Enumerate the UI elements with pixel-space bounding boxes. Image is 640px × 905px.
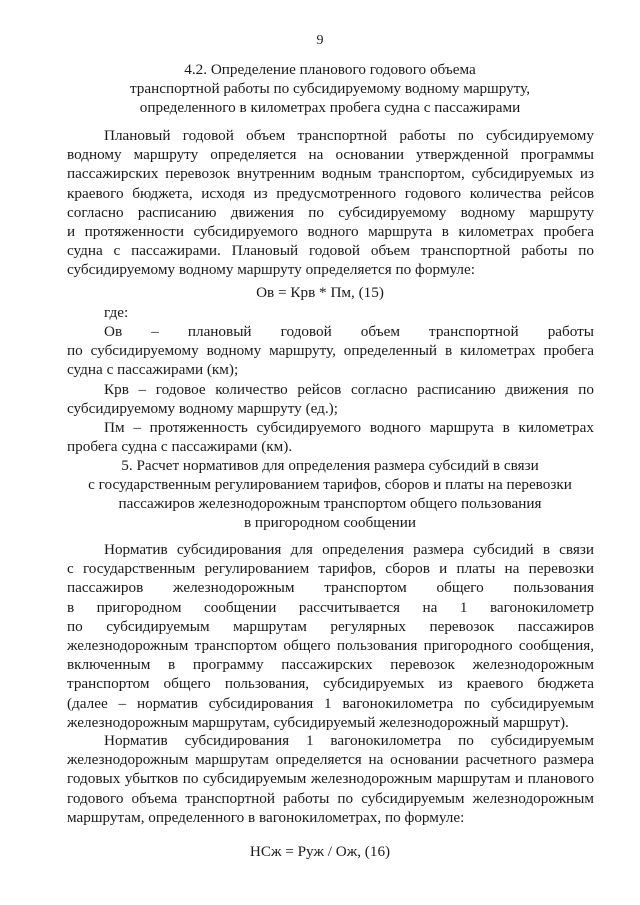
paragraph-line: годового объема транспортной работы по субсидируемым железнодорожным	[67, 789, 594, 807]
heading-line: пассажиров железнодорожным транспортом общего пользования	[118, 495, 542, 512]
paragraph-line: согласно расписанию движения по субсидируемому водному маршруту	[67, 203, 594, 221]
heading-line: транспортной работы по субсидируемому водному маршруту,	[129, 80, 531, 97]
paragraph-line: транспортом общего пользования, субсидируемых из краевого бюджета	[67, 675, 594, 693]
heading-line: с государственным регулированием тарифов, сборов и платы на перевозки	[88, 476, 572, 493]
paragraph-line: Норматив субсидирования для определения размера субсидий в связи	[104, 541, 594, 558]
definition-line: субсидируемому водному маршруту (ед.);	[67, 399, 338, 417]
paragraph-line: пассажирских перевозок внутренним водным транспортом, субсидируемых из	[67, 165, 594, 183]
paragraph-line: Плановый годовой объем транспортной работы по субсидируемому	[104, 127, 594, 144]
definition-word: Ов	[104, 323, 123, 340]
paragraph-line: включенным в программу пассажирских перевозок железнодорожным	[67, 656, 594, 674]
paragraph-line: в пригородном сообщении рассчитывается на 1 вагонокилометр	[67, 598, 594, 616]
paragraph-line: по субсидируемым маршрутам регулярных перевозок пассажиров	[67, 617, 594, 635]
paragraph-line: и протяженности субсидируемого водного маршрута в километрах пробега	[67, 223, 594, 241]
definition-word: работы	[547, 323, 594, 340]
section-5-heading	[60, 456, 600, 532]
definition-line: по субсидируемому водному маршруту, определенный в километрах пробега	[67, 342, 594, 360]
paragraph-line: (далее – норматив субсидирования 1 вагонокилометра по субсидируемым	[67, 694, 594, 712]
paragraph-line: маршрутам, определенного в вагонокилометрах, по формуле:	[67, 808, 465, 826]
definition-ov-row	[67, 322, 594, 341]
definition-word: плановый	[187, 323, 252, 340]
paragraph-line: с государственным регулированием тарифов, сборов и платы на перевозки	[67, 560, 594, 578]
paragraph-line: железнодорожным транспортом общего пользования пригородного сообщения,	[67, 637, 594, 655]
paragraph-line: Норматив субсидирования 1 вагонокилометра по субсидируемым	[104, 732, 594, 749]
section-4-2-paragraph	[67, 126, 594, 280]
definition-line: пробега судна с пассажирами (км).	[67, 438, 293, 456]
formula-16: НСж = Руж / Ож, (16)	[249, 843, 391, 860]
paragraph-line: железнодорожным маршрутам, субсидируемый железнодорожный маршрут).	[67, 713, 569, 731]
section-5-paragraph-2	[67, 731, 594, 827]
definition-word: транспортной	[429, 323, 519, 340]
where-label: где:	[104, 304, 129, 321]
definition-word: годовой	[280, 323, 332, 340]
formula-15: Ов = Крв * Пм, (15)	[256, 284, 384, 301]
heading-line: определенного в километрах пробега судна с пассажирами	[139, 99, 521, 116]
paragraph-line: водному маршруту определяется на основании утвержденной программы	[67, 146, 594, 164]
definition-line: Пм – протяженность субсидируемого водного маршрута в километрах	[104, 419, 594, 437]
page-number: 9	[316, 33, 324, 48]
paragraph-line: железнодорожным маршрутам определяется на основании расчетного размера	[67, 751, 594, 769]
paragraph-line: субсидируемому водному маршруту определяется по формуле:	[67, 261, 475, 279]
heading-line: 4.2. Определение планового годового объема	[184, 61, 476, 78]
paragraph-line: судна с пассажирами. Плановый годовой объем транспортной работы по	[67, 242, 594, 260]
definitions-block	[67, 322, 594, 456]
definition-word: –	[151, 323, 159, 340]
paragraph-line: годовых убытков по субсидируемым железнодорожным маршрутам и планового	[67, 770, 594, 788]
paragraph-line: пассажиров железнодорожным транспортом общего пользования	[67, 579, 594, 597]
section-5-paragraph-1	[67, 540, 594, 732]
heading-line: 5. Расчет нормативов для определения размера субсидий в связи	[121, 457, 539, 474]
definition-line: Крв – годовое количество рейсов согласно расписанию движения по	[104, 380, 594, 398]
heading-line: в пригородном сообщении	[243, 514, 417, 531]
definition-word: объем	[360, 323, 400, 340]
section-4-2-heading	[60, 60, 600, 117]
paragraph-line: краевого бюджета, исходя из предусмотренного годового количества рейсов	[67, 184, 594, 202]
definition-line: судна с пассажирами (км);	[67, 361, 239, 379]
